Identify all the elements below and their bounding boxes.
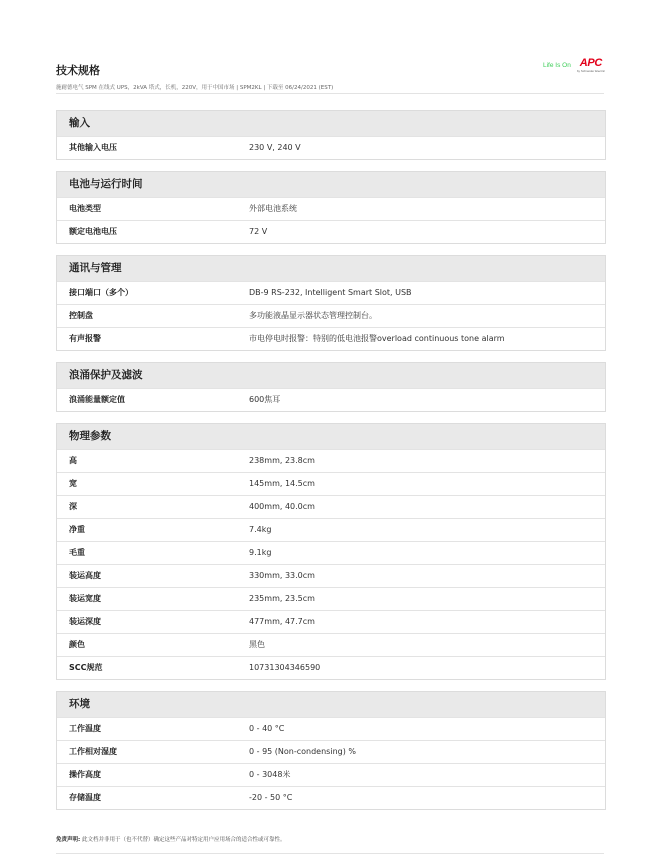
document-title: 技术规格 <box>56 64 100 77</box>
spec-label: 操作高度 <box>69 770 101 779</box>
spec-row <box>57 327 605 350</box>
spec-value: DB-9 RS-232, Intelligent Smart Slot, USB <box>249 288 412 297</box>
spec-label: 净重 <box>69 525 85 534</box>
spec-label: 额定电池电压 <box>69 227 117 236</box>
spec-label: 工作温度 <box>69 724 101 733</box>
spec-row <box>57 388 605 411</box>
spec-label: 工作相对湿度 <box>69 747 117 756</box>
spec-row <box>57 564 605 587</box>
spec-section <box>56 423 606 680</box>
spec-label: 毛重 <box>69 548 85 557</box>
spec-row <box>57 610 605 633</box>
spec-value: 72 V <box>249 227 268 236</box>
spec-label: 宽 <box>69 479 77 488</box>
spec-value: -20 - 50 °C <box>249 793 293 802</box>
spec-row <box>57 304 605 327</box>
spec-value: 7.4kg <box>249 525 272 534</box>
spec-label: 颜色 <box>69 640 85 649</box>
spec-row <box>57 449 605 472</box>
spec-label: 装运高度 <box>69 571 101 580</box>
section-title: 输入 <box>57 111 605 136</box>
spec-row <box>57 587 605 610</box>
spec-row <box>57 717 605 740</box>
spec-section <box>56 362 606 412</box>
spec-label: 高 <box>69 456 77 465</box>
spec-value: 10731304346590 <box>249 663 321 672</box>
spec-label: SCC规范 <box>69 663 103 672</box>
spec-value: 400mm, 40.0cm <box>249 502 315 511</box>
section-title: 物理参数 <box>57 424 605 449</box>
spec-section <box>56 255 606 351</box>
spec-label: 控制盘 <box>69 311 93 320</box>
spec-label: 深 <box>69 502 77 511</box>
spec-value: 0 - 40 °C <box>249 724 285 733</box>
spec-row <box>57 633 605 656</box>
apc-logo-subtext: by Schneider Electric <box>576 69 605 73</box>
brand-logos <box>543 58 605 73</box>
header-divider <box>56 93 604 94</box>
spec-value: 235mm, 23.5cm <box>249 594 315 603</box>
spec-value: 外部电池系统 <box>249 204 297 213</box>
spec-label: 接口端口（多个） <box>69 288 133 297</box>
spec-label: 其他输入电压 <box>69 143 117 152</box>
spec-value: 9.1kg <box>249 548 272 557</box>
section-title: 电池与运行时间 <box>57 172 605 197</box>
spec-label: 电池类型 <box>69 204 101 213</box>
spec-sections <box>56 110 606 821</box>
spec-row <box>57 656 605 679</box>
disclaimer-text: 此文档并非用于（也不代替）确定这些产品对特定用户应用场合的适合性或可靠性。 <box>81 837 286 843</box>
spec-value: 黑色 <box>249 640 265 649</box>
footer-divider <box>56 853 604 854</box>
spec-row <box>57 472 605 495</box>
spec-label: 装运宽度 <box>69 594 101 603</box>
spec-section <box>56 110 606 160</box>
document-header <box>56 62 604 91</box>
spec-value: 0 - 3048米 <box>249 770 291 779</box>
spec-label: 浪涌能量额定值 <box>69 395 125 404</box>
spec-section <box>56 171 606 244</box>
spec-row <box>57 136 605 159</box>
disclaimer <box>56 835 285 843</box>
spec-row <box>57 197 605 220</box>
spec-row <box>57 763 605 786</box>
spec-section <box>56 691 606 810</box>
section-title: 浪涌保护及滤波 <box>57 363 605 388</box>
spec-value: 600焦耳 <box>249 395 281 404</box>
spec-value: 330mm, 33.0cm <box>249 571 315 580</box>
spec-label: 装运深度 <box>69 617 101 626</box>
spec-row <box>57 220 605 243</box>
spec-value: 145mm, 14.5cm <box>249 479 315 488</box>
spec-label: 有声报警 <box>69 334 101 343</box>
spec-value: 230 V, 240 V <box>249 143 301 152</box>
apc-logo <box>577 58 605 73</box>
spec-value: 多功能液晶显示器状态管理控制台。 <box>249 311 377 320</box>
spec-row <box>57 495 605 518</box>
section-title: 通讯与管理 <box>57 256 605 281</box>
spec-row <box>57 518 605 541</box>
disclaimer-label: 免责声明: <box>56 837 81 843</box>
spec-value: 238mm, 23.8cm <box>249 456 315 465</box>
spec-row <box>57 786 605 809</box>
document-subtitle: 施耐德电气 SPM 在线式 UPS，2kVA 塔式，长机，220V，用于中国市场 | SPM2KL | 下载至 06/24/2021 (EST) <box>56 85 334 91</box>
spec-value: 477mm, 47.7cm <box>249 617 315 626</box>
life-is-on-logo: Life Is On <box>542 62 571 69</box>
section-title: 环境 <box>57 692 605 717</box>
apc-logo-text: APC <box>579 57 603 69</box>
spec-row <box>57 281 605 304</box>
spec-value: 市电停电时报警：特别的低电池报警overload continuous tone alarm <box>249 334 505 343</box>
spec-row <box>57 740 605 763</box>
spec-row <box>57 541 605 564</box>
spec-label: 存储温度 <box>69 793 101 802</box>
spec-value: 0 - 95 (Non-condensing) % <box>249 747 356 756</box>
